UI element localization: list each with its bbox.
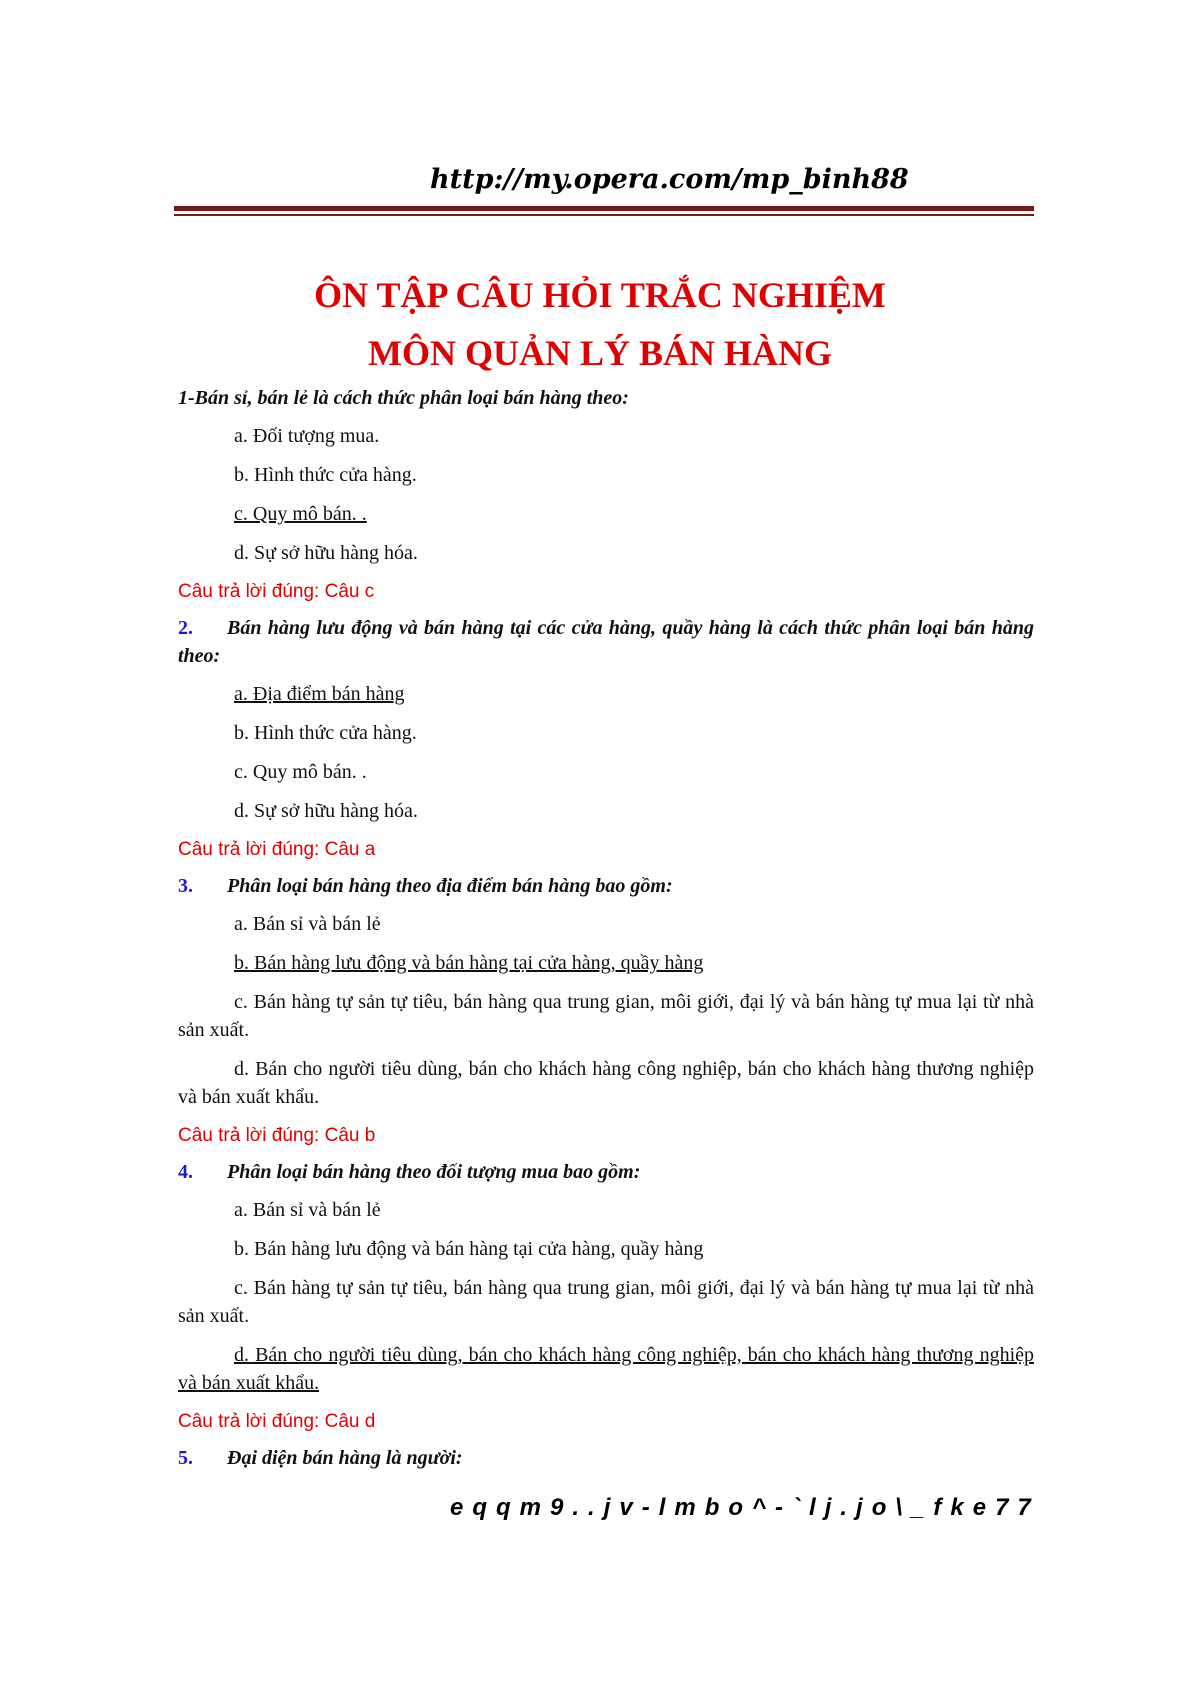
question-number: 2. — [178, 617, 193, 639]
option-1b: b. Hình thức cửa hàng. — [234, 464, 417, 486]
option-1c-correct: c. Quy mô bán. . — [234, 503, 367, 525]
option-2a-correct: a. Địa điểm bán hàng — [234, 683, 405, 705]
option-1a: a. Đối tượng mua. — [234, 425, 380, 447]
page-title-line-1: ÔN TẬP CÂU HỎI TRẮC NGHIỆM — [314, 275, 886, 315]
answer-3: Câu trả lời đúng: Câu b — [178, 1125, 376, 1146]
question-2 — [178, 614, 1034, 670]
question-text: Phân loại bán hàng theo địa điểm bán hàng bao gồm: — [227, 875, 673, 897]
question-text: Phân loại bán hàng theo đối tượng mua bao gồm: — [227, 1161, 641, 1183]
question-text: Bán hàng lưu động và bán hàng tại các cửa hàng, quầy hàng là cách thức phân loại bán hàng theo: — [178, 617, 1034, 667]
option-4c: c. Bán hàng tự sản tự tiêu, bán hàng qua trung gian, môi giới, đại lý và bán hàng tự mua lại từ nhà sản xuất. — [178, 1277, 1034, 1327]
option-2c: c. Quy mô bán. . — [234, 761, 367, 783]
option-4b: b. Bán hàng lưu động và bán hàng tại cửa hàng, quầy hàng — [234, 1238, 704, 1260]
question-number: 5. — [178, 1447, 193, 1469]
question-1 — [178, 384, 1034, 412]
question-4 — [178, 1158, 1034, 1186]
option-3d: d. Bán cho người tiêu dùng, bán cho khách hàng công nghiệp, bán cho khách hàng thương nghiệp và bán xuất khẩu. — [178, 1058, 1034, 1108]
header-rule-thick — [174, 206, 1034, 211]
answer-1: Câu trả lời đúng: Câu c — [178, 581, 375, 602]
question-text: Bán sỉ, bán lẻ là cách thức phân loại bán hàng theo: — [194, 387, 629, 409]
option-3a: a. Bán sỉ và bán lẻ — [234, 913, 381, 935]
question-number: 4. — [178, 1161, 193, 1183]
header-rule-thin — [174, 214, 1034, 216]
option-3b-correct: b. Bán hàng lưu động và bán hàng tại cửa hàng, quầy hàng — [234, 952, 704, 974]
question-5 — [178, 1444, 1034, 1472]
questions-list — [178, 384, 1034, 1482]
question-number: 3. — [178, 875, 193, 897]
answer-2: Câu trả lời đúng: Câu a — [178, 839, 376, 860]
option-4d-correct: d. Bán cho người tiêu dùng, bán cho khách hàng công nghiệp, bán cho khách hàng thương nghiệp và bán xuất khẩu. — [178, 1344, 1034, 1394]
option-1d: d. Sự sở hữu hàng hóa. — [234, 542, 418, 564]
question-number: 1- — [178, 387, 195, 409]
option-2d: d. Sự sở hữu hàng hóa. — [234, 800, 418, 822]
option-4a: a. Bán sỉ và bán lẻ — [234, 1199, 381, 1221]
question-text: Đại diện bán hàng là người: — [227, 1447, 463, 1469]
footer-text: eqqm9..jv-lmbo^-`lj.jo\_fke77 — [450, 1494, 1040, 1521]
question-3 — [178, 872, 1034, 900]
page-title-line-2: MÔN QUẢN LÝ BÁN HÀNG — [368, 333, 832, 373]
header-url: http://my.opera.com/mp_binh88 — [430, 164, 909, 195]
option-3c: c. Bán hàng tự sản tự tiêu, bán hàng qua trung gian, môi giới, đại lý và bán hàng tự mua lại từ nhà sản xuất. — [178, 991, 1034, 1041]
answer-4: Câu trả lời đúng: Câu d — [178, 1411, 376, 1432]
option-2b: b. Hình thức cửa hàng. — [234, 722, 417, 744]
